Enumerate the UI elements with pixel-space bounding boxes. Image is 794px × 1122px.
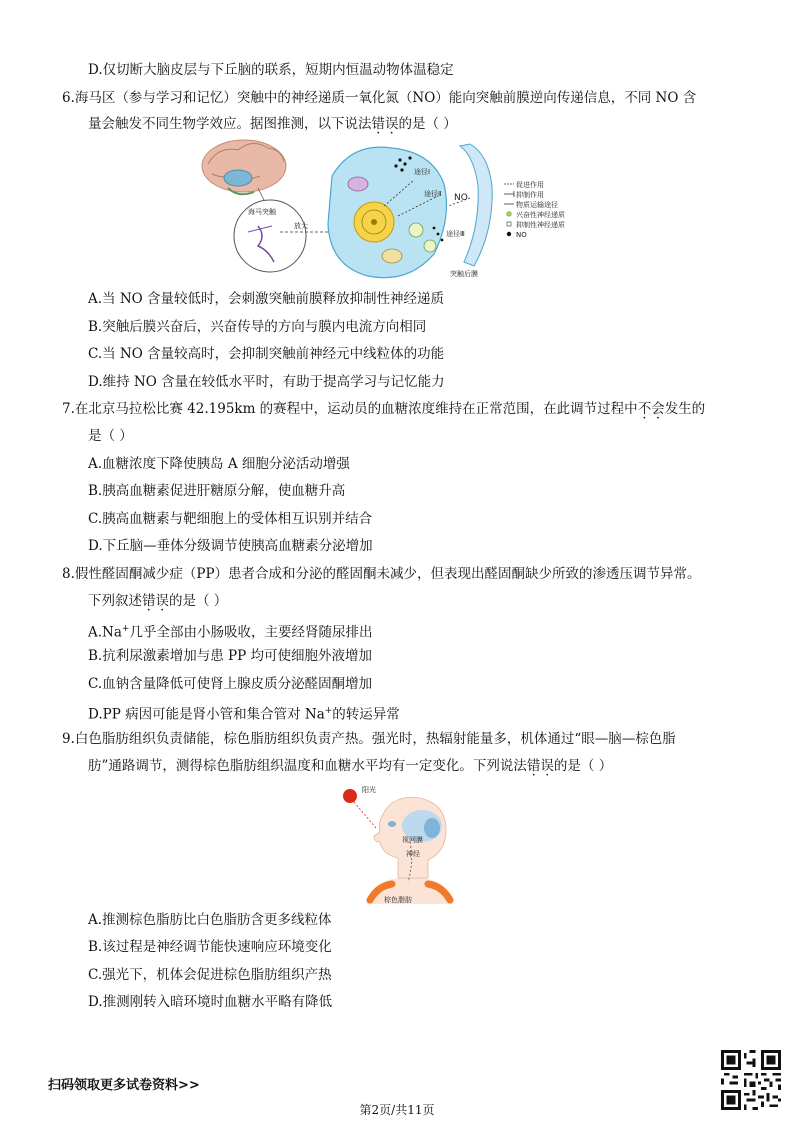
q8-option-b: B.抗利尿激素增加与患 PP 均可使细胞外液增加 (88, 648, 372, 664)
q8-option-c: C.血钠含量降低可使肾上腺皮质分泌醛固酮增加 (88, 676, 373, 692)
synapse-figure (198, 136, 598, 284)
promo-link[interactable]: 扫码领取更多试卷资料>> (48, 1078, 200, 1093)
q6-option-b: B.突触后膜兴奋后，兴奋传导的方向与膜内电流方向相同 (88, 319, 427, 335)
svg-text:NO: NO (516, 231, 527, 239)
sunlight-label: 阳光 (362, 786, 376, 794)
q6-stem-line1: 6.海马区（参与学习和记忆）突触中的神经递质一氧化氮（NO）能向突触前膜逆向传递信息，不同 NO 含 (62, 90, 697, 106)
svg-text:抑制性神经递质: 抑制性神经递质 (516, 221, 565, 229)
q8-option-d: D.PP 病因可能是肾小管和集合管对 Na+的转运异常 (88, 706, 400, 723)
q9-option-b: B.该过程是神经调节能快速响应环境变化 (88, 939, 332, 955)
q7-option-d: D.下丘脑—垂体分级调节使胰高血糖素分泌增加 (88, 538, 373, 554)
q7-option-c: C.胰高血糖素与靶细胞上的受体相互识别并结合 (88, 511, 373, 527)
q6-option-d: D.维持 NO 含量在较低水平时，有助于提高学习与记忆能力 (88, 374, 445, 390)
postsynaptic-membrane-label: 突触后膜 (450, 270, 478, 278)
q9-stem-line1: 9.白色脂肪组织负责储能，棕色脂肪组织负责产热。强光时，热辐射能量多，机体通过“眼—脑—棕色脂 (62, 731, 676, 747)
q8-stem-line2: 下列叙述错误的是（ ） (88, 593, 228, 609)
q7-option-a: A.血糖浓度下降使胰岛 A 细胞分泌活动增强 (88, 456, 350, 472)
svg-text:促进作用: 促进作用 (516, 181, 544, 189)
pathway-2-label: 途径Ⅱ (424, 190, 442, 198)
hippocampus-synapse-label: 海马突触 (248, 208, 276, 216)
brain-icon (202, 140, 286, 194)
svg-text:物质运输途径: 物质运输途径 (516, 201, 558, 209)
q8-stem-line1: 8.假性醛固酮减少症（PP）患者合成和分泌的醛固酮未减少，但表现出醛固酮缺少所致的渗透压调节异常。 (62, 566, 701, 582)
q5-option-d: D.仅切断大脑皮层与下丘脑的联系，短期内恒温动物体温稳定 (88, 62, 454, 78)
pathway-1-label: 途径Ⅰ (414, 168, 431, 176)
q7-option-b: B.胰高血糖素促进肝糖原分解，使血糖升高 (88, 483, 346, 499)
page-number: 第2页/共11页 (359, 1103, 435, 1117)
pathway-3-label: 途径Ⅲ (446, 230, 465, 238)
q6-option-a: A.当 NO 含量较低时，会刺激突触前膜释放抑制性神经递质 (88, 291, 445, 307)
q6-stem-line2: 量会触发不同生物学效应。据图推测，以下说法错误的是（ ） (88, 116, 457, 132)
q9-option-d: D.推测刚转入暗环境时血糖水平略有降低 (88, 994, 333, 1010)
q7-stem-line2: 是（ ） (88, 428, 133, 444)
svg-text:兴奋性神经递质: 兴奋性神经递质 (516, 211, 565, 219)
no-label: NO (454, 193, 468, 203)
brown-fat-label: 棕色脂肪 (384, 896, 412, 904)
enlarge-label: 放大 (294, 222, 308, 230)
q9-option-c: C.强光下，机体会促进棕色脂肪组织产热 (88, 967, 332, 983)
retina-label: 视网膜 (402, 836, 423, 844)
q6-option-c: C.当 NO 含量较高时，会抑制突触前神经元中线粒体的功能 (88, 346, 445, 362)
figure-legend (504, 180, 565, 239)
svg-text:抑制作用: 抑制作用 (516, 191, 544, 199)
q9-option-a: A.推测棕色脂肪比白色脂肪含更多线粒体 (88, 912, 332, 928)
nerve-label: 神经 (406, 850, 420, 858)
q8-option-a: A.Na+几乎全部由小肠吸收，主要经肾随尿排出 (88, 624, 373, 641)
q9-stem-line2: 肪”通路调节，测得棕色脂肪组织温度和血糖水平均有一定变化。下列说法错误的是（ ） (88, 758, 613, 774)
q7-stem-line1: 7.在北京马拉松比赛 42.195km 的赛程中，运动员的血糖浓度维持在正常范围，在此调节过程中不会发生的 (62, 401, 706, 417)
brown-fat-figure (336, 782, 472, 904)
sun-icon (343, 789, 357, 803)
